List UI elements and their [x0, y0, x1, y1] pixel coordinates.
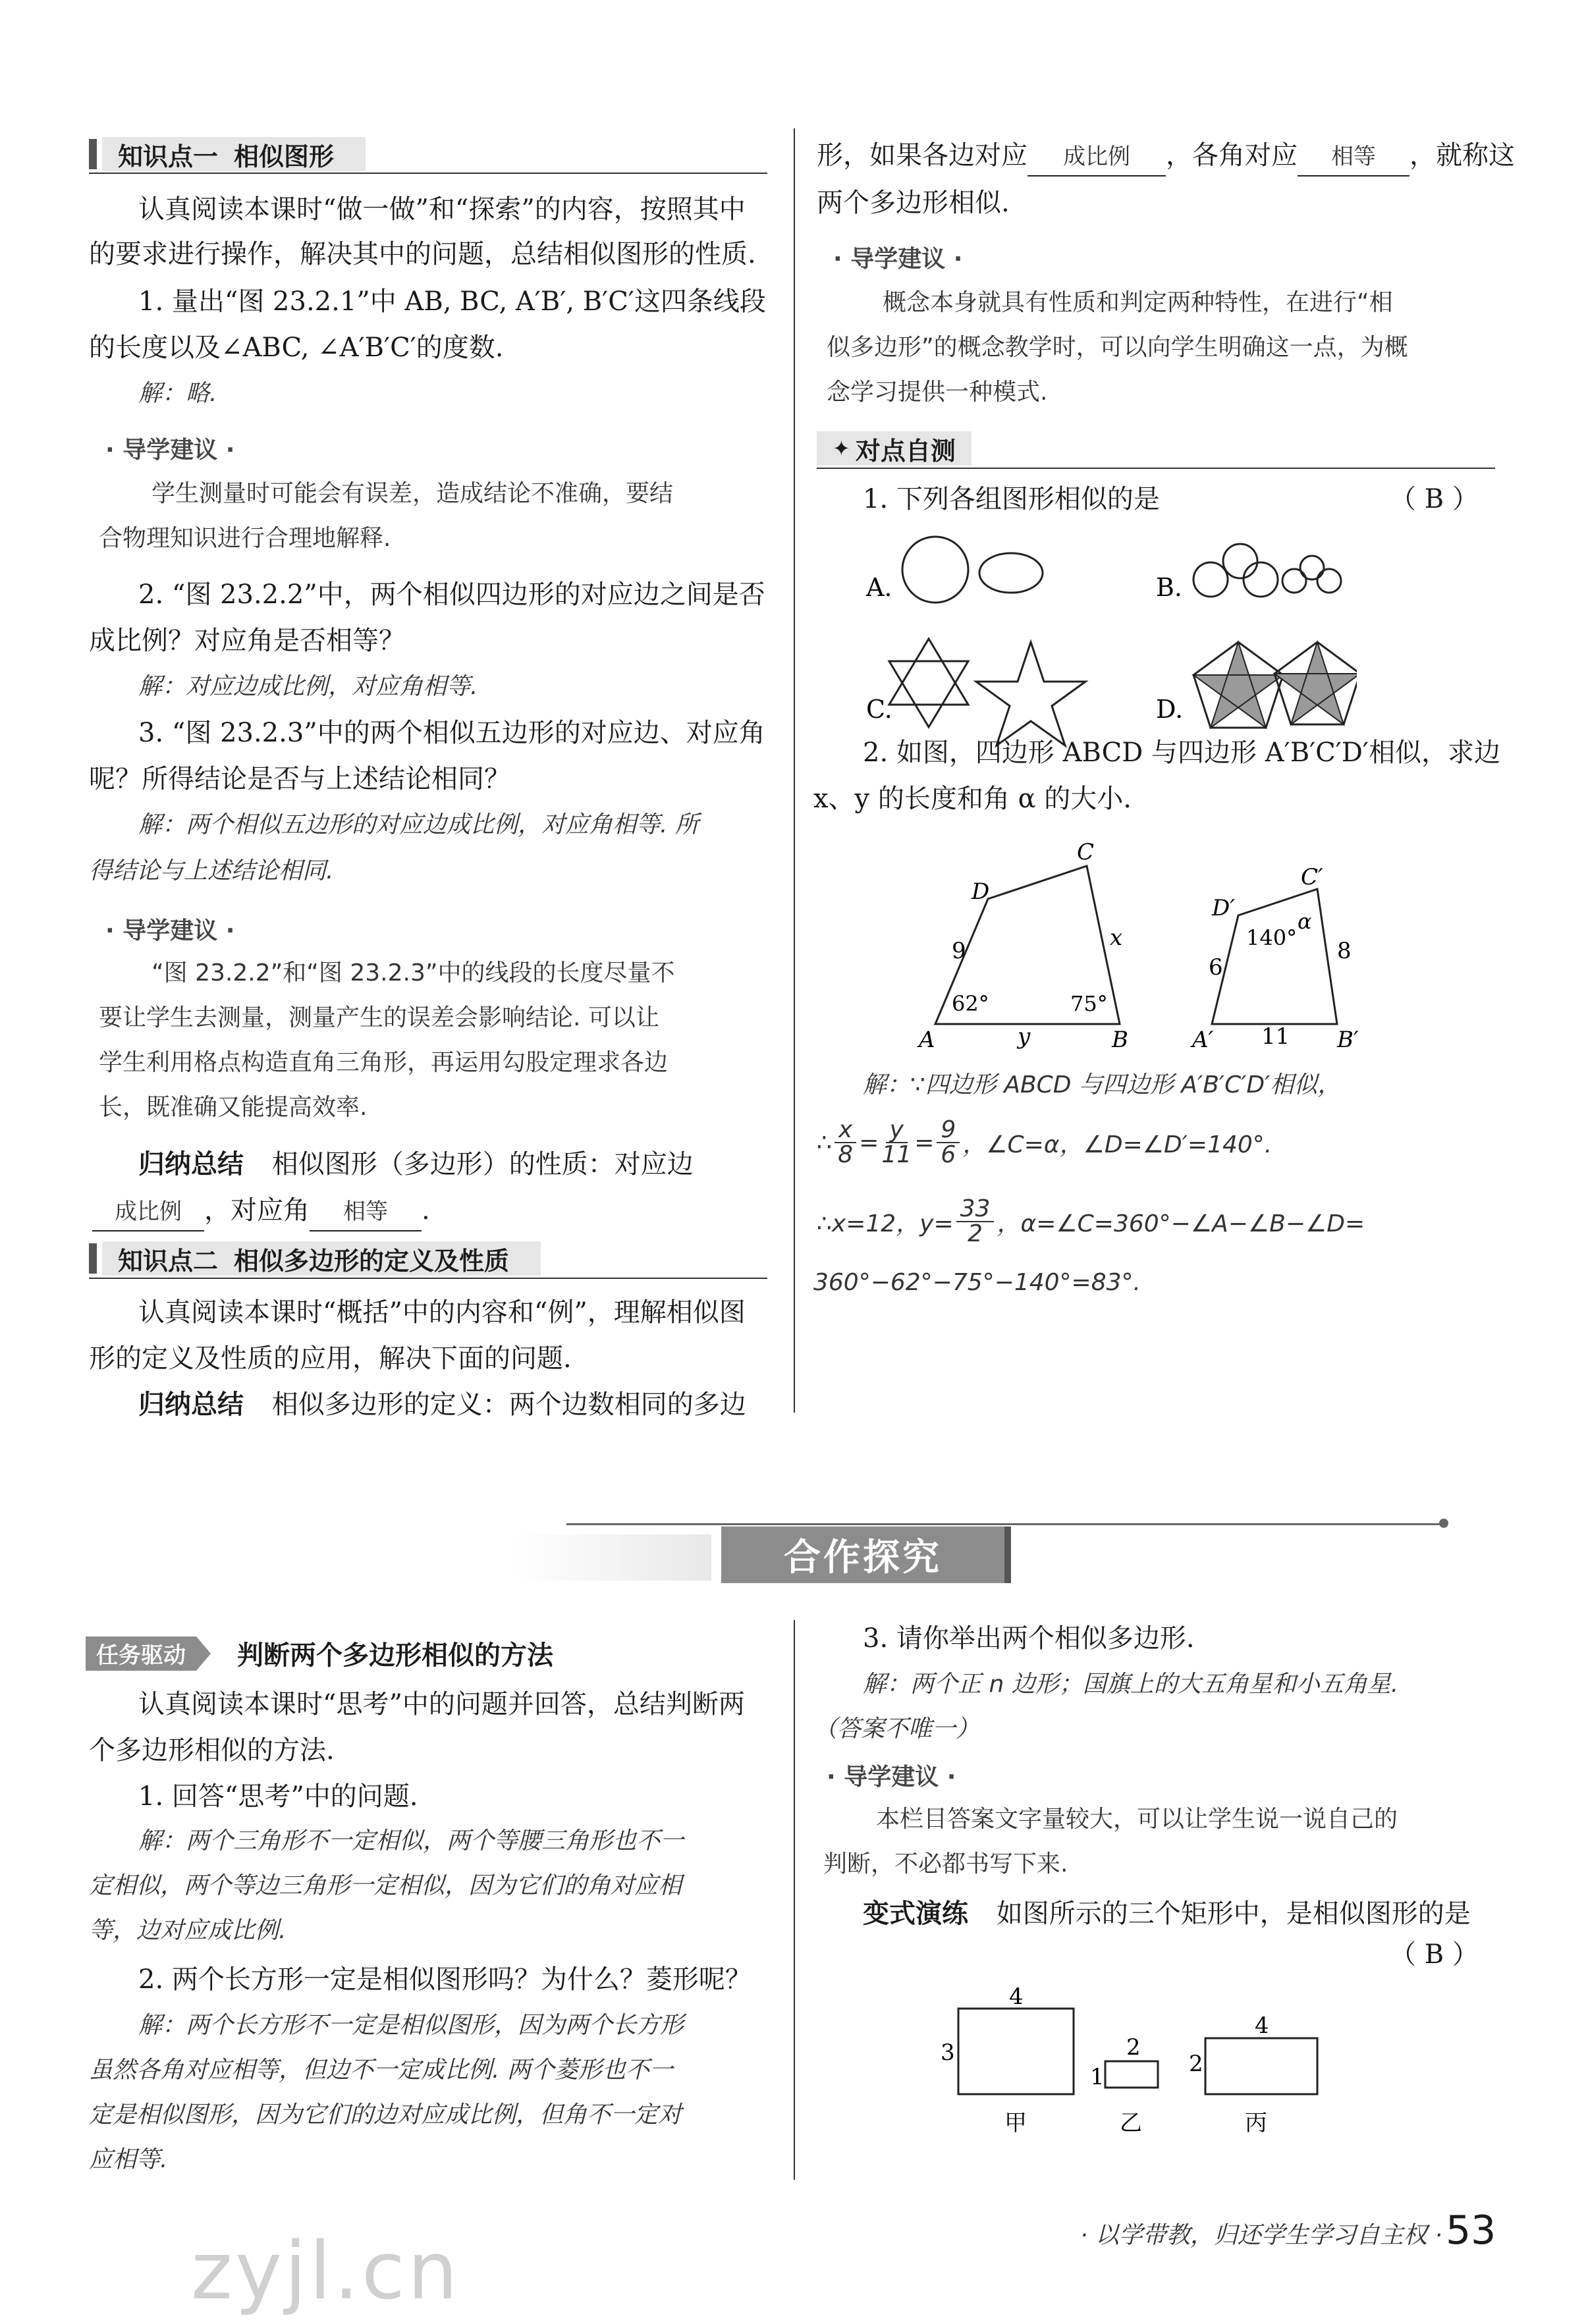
kp2-intro-1: 认真阅读本课时“概括”中的内容和“例”，理解相似图 — [138, 1297, 746, 1328]
kp2-blank-equal: 相等 — [1298, 138, 1410, 176]
kp2-summary-text: 相似多边形的定义：两个边数相同的多边 — [271, 1390, 746, 1420]
quad-prime-side-ab: 11 — [1261, 1023, 1290, 1050]
opt-c-label: C. — [866, 695, 892, 724]
kp1-header-box — [102, 137, 366, 171]
selftest-label: 对点自测 — [855, 436, 956, 466]
quad-prime-label-b: B′ — [1337, 1027, 1359, 1050]
rect-bing — [1205, 2038, 1317, 2094]
kp2-cont-a: 形，如果各边对应 — [817, 140, 1027, 171]
opt-b-circle-3 — [1244, 562, 1278, 597]
column-divider-top — [794, 128, 795, 1413]
selftest-q1: 1. 下列各组图形相似的是 — [863, 484, 1160, 514]
opt-d-pentagon-2 — [1274, 642, 1357, 724]
quad-side-ab: y — [1018, 1023, 1031, 1050]
task-tag: 任务驱动 — [96, 1642, 186, 1669]
kp1-guide2-b: 要让学生去测量，测量产生的误差会影响结论. 可以让 — [99, 1004, 659, 1031]
task-rect-figure — [935, 1982, 1370, 2134]
kp2-guide-label: · 导学建议 · — [833, 246, 963, 273]
quad-angle-a: 62° — [952, 991, 989, 1016]
rect-yi-name: 乙 — [1120, 2110, 1142, 2134]
kp1-a3-b: 得结论与上述结论相同. — [89, 857, 334, 884]
task-a2-c: 定是相似图形，因为它们的边对应成比例，但角不一定对 — [89, 2101, 682, 2128]
quad-prime-label-a: A′ — [1192, 1027, 1214, 1050]
opt-b-circle-1 — [1193, 562, 1228, 597]
opt-d-label: D. — [1156, 695, 1184, 724]
sol2-frac-2 — [881, 1118, 912, 1167]
task-a2-d: 应相等. — [89, 2146, 168, 2173]
quad-side-ad: 9 — [952, 938, 966, 964]
selftest-q2-figure — [909, 826, 1383, 1050]
task-a2-a: 解：两个长方形不一定是相似图形，因为两个长方形 — [138, 2012, 684, 2039]
kp1-summary-cont — [92, 1192, 430, 1231]
task-variant — [863, 1895, 1471, 1932]
kp1-q2-b: 成比例？对应角是否相等？ — [89, 626, 405, 656]
kp1-summary-text: 相似图形（多边形）的性质：对应边 — [271, 1149, 694, 1179]
selftest-q2-b: x、y 的长度和角 α 的大小. — [813, 784, 1132, 814]
sol2-frac-3-num: 9 — [937, 1118, 960, 1143]
kp2-cont-2: 两个多边形相似. — [817, 188, 1010, 218]
sol3-frac — [956, 1197, 995, 1246]
task-guide-b: 判断，不必都书写下来. — [823, 1851, 1068, 1878]
task-a3-a: 解：两个正 n 边形；国旗上的大五角星和小五角星. — [863, 1671, 1399, 1698]
kp1-a1: 解：略. — [138, 380, 217, 407]
selftest-q1-options — [856, 527, 1357, 751]
kp2-summary-label: 归纳总结 — [138, 1390, 244, 1420]
rect-jia — [958, 2009, 1074, 2094]
sol2-frac-3-den: 6 — [941, 1141, 956, 1168]
kp1-a3-a: 解：两个相似五边形的对应边成比例，对应角相等. 所 — [138, 811, 699, 838]
kp2-header — [89, 1241, 541, 1276]
task-a3-b: （答案不唯一） — [813, 1716, 980, 1743]
selftest-rule — [817, 468, 1495, 469]
rect-bing-name: 丙 — [1245, 2110, 1267, 2134]
task-tag-box — [86, 1636, 196, 1671]
column-divider-bottom — [794, 1620, 795, 2180]
kp1-header-rule — [89, 173, 767, 174]
rect-bing-h: 2 — [1189, 2051, 1203, 2077]
sol2-prefix: ∴ — [817, 1129, 832, 1156]
task-a2-b: 虽然各角对应相等，但边不一定成比例. 两个菱形也不一 — [89, 2057, 673, 2084]
task-arrow-icon — [196, 1636, 211, 1671]
quad-label-c: C — [1077, 839, 1095, 865]
kp1-summary-mid: ，对应角 — [204, 1195, 310, 1226]
sol2-frac-2-num: y — [886, 1118, 908, 1143]
kp1-blank-equal: 相等 — [310, 1193, 422, 1231]
kp2-header-rule — [89, 1278, 767, 1279]
sol2-frac-1-den: 8 — [838, 1141, 854, 1168]
quad-prime-angle-c: α — [1298, 909, 1312, 934]
selftest-sol-2: ∴ $\frac{x}{8}$ = $\frac{y}{11}$ = $\frac{9}{6}$ ，∠C=α，∠D=∠D′=140°. — [817, 1116, 1273, 1168]
selftest-header — [817, 431, 972, 466]
task-header — [86, 1635, 553, 1672]
task-q1: 1. 回答“思考”中的问题. — [138, 1781, 418, 1812]
kp1-blank-ratio: 成比例 — [92, 1193, 204, 1231]
banner-box — [721, 1527, 1011, 1583]
sol3-frac-den: 2 — [968, 1220, 983, 1247]
rect-jia-w: 4 — [1009, 1984, 1024, 2010]
quad-prime-side-ad: 6 — [1209, 954, 1223, 981]
footer-slogan: · 以学带教，归还学生学习自主权 · — [1080, 2222, 1442, 2249]
kp1-guide1-a: 学生测量时可能会有误差，造成结论不准确，要结 — [151, 480, 674, 507]
opt-d-pentagon-1 — [1193, 642, 1283, 728]
kp1-guide1-label: · 导学建议 · — [105, 437, 235, 464]
task-guide-label: · 导学建议 · — [827, 1764, 956, 1791]
sol2-frac-2-den: 11 — [881, 1141, 912, 1168]
opt-b-circle-2 — [1223, 544, 1257, 578]
quad-prime-side-bc: 8 — [1337, 938, 1352, 964]
kp2-cont-c: ，就称这 — [1410, 140, 1515, 171]
opt-b-circle-6 — [1317, 569, 1341, 593]
selftest-sol-1: 解：∵四边形 ABCD 与四边形 A′B′C′D′相似， — [863, 1071, 1342, 1098]
kp2-intro-2: 形的定义及性质的应用，解决下面的问题. — [89, 1343, 572, 1374]
rect-bing-w: 4 — [1255, 2013, 1269, 2039]
banner-ghost-text — [514, 1534, 711, 1581]
sol2-frac-3 — [937, 1118, 960, 1167]
task-intro-2: 个多边形相似的方法. — [89, 1735, 335, 1766]
quad-angle-b: 75° — [1070, 991, 1108, 1016]
opt-b-label: B. — [1156, 573, 1183, 602]
task-a1-c: 等，边对应成比例. — [89, 1917, 287, 1944]
rect-yi — [1105, 2061, 1158, 2088]
kp1-guide2-c: 学生利用格点构造直角三角形，再运用勾股定理求各边 — [99, 1049, 669, 1076]
kp1-intro-1: 认真阅读本课时“做一做”和“探索”的内容，按照其中 — [138, 194, 746, 225]
footer-watermark: zyjl.cn — [191, 2226, 460, 2317]
sol3-prefix: ∴x=12，y= — [817, 1210, 954, 1237]
kp1-intro-2: 的要求进行操作，解决其中的问题，总结相似图形的性质. — [89, 239, 756, 269]
task-guide-a: 本栏目答案文字量较大，可以让学生说一说自己的 — [876, 1806, 1398, 1833]
kp1-summary-end: . — [422, 1195, 430, 1226]
kp1-a2: 解：对应边成比例，对应角相等. — [138, 673, 478, 700]
kp1-tag: 知识点一 — [118, 142, 219, 171]
rect-jia-h: 3 — [941, 2040, 955, 2066]
kp1-guide2-a: “图 23.2.2”和“图 23.2.3”中的线段的长度尽量不 — [151, 959, 675, 986]
kp2-title: 相似多边形的定义及性质 — [234, 1246, 510, 1276]
selftest-sol-4: 360°−62°−75°−140°=83°. — [813, 1269, 1141, 1296]
kp2-cont-b: ，各角对应 — [1166, 140, 1298, 171]
sol3-frac-num: 33 — [956, 1197, 995, 1222]
kp1-header-bar — [89, 139, 97, 169]
rect-jia-name: 甲 — [1004, 2110, 1027, 2134]
kp2-cont-1 — [817, 137, 1515, 176]
sol2-frac-1-num: x — [835, 1118, 856, 1143]
kp1-q1-a: 1. 量出“图 23.2.1”中 AB, BC, A′B′, B′C′这四条线段 — [138, 286, 766, 317]
selftest-q2-a: 2. 如图，四边形 ABCD 与四边形 A′B′C′D′相似，求边 — [863, 738, 1501, 768]
opt-a-label: A. — [866, 573, 892, 602]
task-a1-a: 解：两个三角形不一定相似，两个等腰三角形也不一 — [138, 1827, 684, 1854]
opt-b-circle-4 — [1282, 569, 1306, 593]
kp2-tag: 知识点二 — [118, 1246, 219, 1276]
kp1-summary — [138, 1146, 694, 1183]
sol2-suffix: ，∠C=α，∠D=∠D′=140°. — [962, 1131, 1273, 1158]
banner-rule — [566, 1523, 1442, 1525]
quad-prime-label-d: D′ — [1212, 895, 1235, 921]
quad-side-bc: x — [1110, 925, 1123, 951]
rect-yi-w: 2 — [1126, 2034, 1141, 2061]
kp1-q3-b: 呢？所得结论是否与上述结论相同？ — [89, 764, 510, 794]
footer-page-number: 53 — [1446, 2207, 1496, 2254]
sol2-frac-1 — [835, 1118, 856, 1167]
kp1-guide2-d: 长，既准确又能提高效率. — [99, 1094, 368, 1121]
task-a1-b: 定相似，两个等边三角形一定相似，因为它们的角对应相 — [89, 1872, 682, 1899]
quad-label-d: D — [972, 878, 990, 905]
task-var-label: 变式演练 — [863, 1899, 968, 1929]
opt-a-ellipse — [979, 553, 1043, 593]
quad-label-b: B — [1112, 1027, 1128, 1050]
opt-c-pentagram — [976, 642, 1085, 745]
task-q2: 2. 两个长方形一定是相似图形吗？为什么？菱形呢？ — [138, 1964, 752, 1995]
opt-c-hexagram-up — [889, 639, 968, 705]
task-q3: 3. 请你举出两个相似多边形. — [863, 1623, 1195, 1654]
kp1-q3-a: 3. “图 23.2.3”中的两个相似五边形的对应边、对应角 — [138, 718, 765, 748]
quad-prime-angle-d: 140° — [1246, 925, 1298, 950]
kp1-q2-a: 2. “图 23.2.2”中，两个相似四边形的对应边之间是否 — [138, 580, 765, 610]
banner-title: 合作探究 — [784, 1536, 942, 1579]
kp2-guide-a: 概念本身就具有性质和判定两种特性，在进行“相 — [883, 289, 1393, 316]
kp2-summary — [138, 1386, 746, 1423]
kp1-q1-b: 的长度以及∠ABC, ∠A′B′C′的度数. — [89, 333, 504, 363]
kp2-guide-c: 念学习提供一种模式. — [827, 379, 1048, 406]
sol3-suffix: ，α=∠C=360°−∠A−∠B−∠D= — [997, 1210, 1365, 1237]
kp2-header-bar — [89, 1243, 97, 1274]
kp2-header-box — [102, 1241, 541, 1276]
quad-prime-label-c: C′ — [1301, 864, 1323, 890]
task-var-answer: （ B ） — [1390, 1939, 1479, 1970]
quad-label-a: A — [919, 1027, 935, 1050]
kp2-guide-b: 似多边形”的概念教学时，可以向学生明确这一点，为概 — [827, 334, 1408, 361]
task-intro-1: 认真阅读本课时“思考”中的问题并回答，总结判断两 — [138, 1689, 745, 1719]
rect-yi-h: 1 — [1090, 2064, 1105, 2090]
selftest-q1-answer: （ B ） — [1390, 484, 1479, 514]
opt-b-circle-5 — [1300, 556, 1324, 580]
opt-a-circle — [902, 537, 968, 603]
task-var-text: 如图所示的三个矩形中，是相似图形的是 — [996, 1899, 1471, 1929]
kp1-summary-label: 归纳总结 — [138, 1149, 244, 1179]
kp1-guide1-b: 合物理知识进行合理地解释. — [99, 525, 391, 552]
banner-dot-icon — [1439, 1519, 1448, 1528]
task-title: 判断两个多边形相似的方法 — [237, 1640, 553, 1671]
kp2-blank-ratio: 成比例 — [1027, 138, 1166, 176]
kp1-header — [89, 137, 366, 171]
kp1-title: 相似图形 — [234, 142, 335, 171]
kp1-guide2-label: · 导学建议 · — [105, 917, 235, 944]
selftest-sol-3 — [817, 1195, 1365, 1248]
opt-c-hexagram-down — [889, 661, 968, 727]
selftest-star-icon: ✦ — [833, 436, 850, 461]
